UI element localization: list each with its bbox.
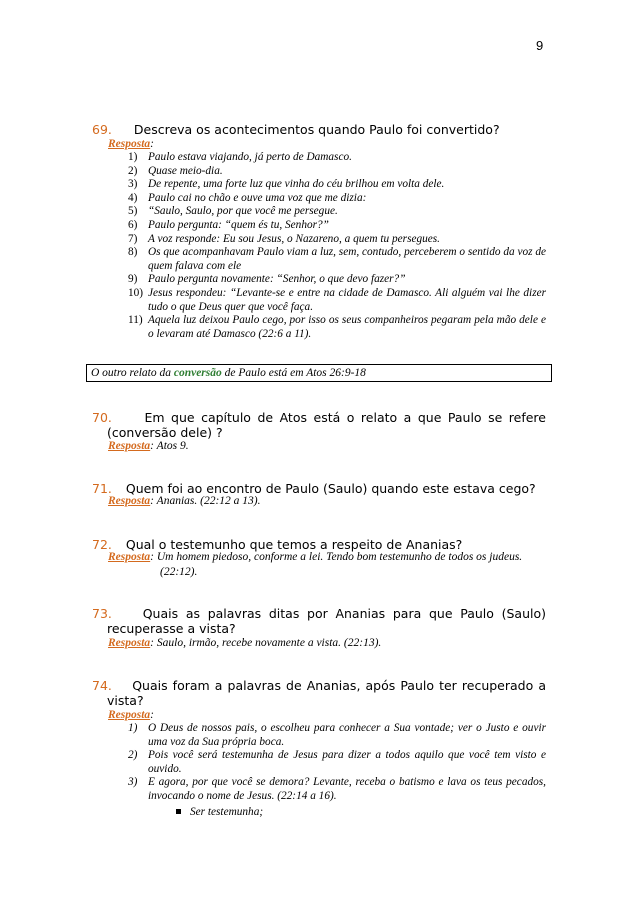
item-text: De repente, uma forte luz que vinha do céu brilhou em volta dele. — [148, 178, 445, 191]
list-item — [108, 205, 546, 219]
item-number: 5) — [128, 205, 138, 218]
list-item — [108, 219, 546, 233]
answer-73: Resposta: Saulo, irmão, recebe novamente a vista. (22:13). — [108, 637, 382, 649]
item-number: 3) — [128, 776, 138, 789]
answer-71: Resposta: Ananias. (22:12 a 13). — [108, 495, 261, 507]
item-number: 1) — [128, 151, 138, 163]
item-text: O Deus de nossos pais, o escolheu para conhecer a Sua vontade; ver o Justo e ouvir uma voz da Sua própria boca. — [148, 722, 546, 748]
list-item — [108, 246, 546, 273]
item-text: Paulo estava viajando, já perto de Damasco. — [148, 151, 352, 163]
list-item — [108, 233, 546, 247]
list-item — [108, 165, 546, 179]
item-text: Pois você será testemunha de Jesus para dizer a todos aquilo que você tem visto e ouvido. — [148, 749, 546, 775]
item-text: Jesus respondeu: “Levante-se e entre na cidade de Damasco. Ali alguém vai lhe dizer tudo o que Deus quer que você faça. — [148, 286, 546, 313]
item-number: 2) — [128, 749, 138, 762]
list-item — [108, 178, 546, 192]
list-item — [108, 151, 546, 165]
item-text: Aquela luz deixou Paulo cego, por isso os seus companheiros pegaram pela mão dele e o levaram até Damasco (22:6 a 11). — [148, 314, 546, 340]
answer-72: Resposta: Um homem piedoso, conforme a lei. Tendo bom testemunho de todos os judeus. — [108, 551, 523, 563]
list-item — [108, 287, 546, 314]
list-item — [108, 273, 546, 287]
answer-list-69 — [108, 151, 546, 341]
item-text: E agora, por que você se demora? Levante, receba o batismo e lava os teus pecados, invocando o nome de Jesus. (22:14 a 16). — [148, 776, 546, 802]
answer-label-74: Resposta: — [108, 709, 155, 721]
question-69 — [92, 122, 546, 137]
question-71: 71. Quem foi ao encontro de Paulo (Saulo) quando este estava cego? — [92, 481, 536, 496]
square-bullet-icon — [176, 809, 181, 814]
item-number: 8) — [128, 246, 138, 259]
item-number: 2) — [128, 164, 138, 177]
page-number: 9 — [536, 38, 544, 53]
list-item — [108, 314, 546, 341]
answer-label-69: Resposta: — [108, 138, 155, 150]
item-text: A voz responde: Eu sou Jesus, o Nazareno, a quem tu persegues. — [148, 232, 441, 245]
item-text: Quase meio-dia. — [148, 164, 223, 177]
bullet-item: Ser testemunha; — [176, 806, 263, 818]
item-number: 3) — [128, 178, 138, 191]
item-text: Os que acompanhavam Paulo viam a luz, sem, contudo, perceberem o sentido da voz de quem falava com ele — [148, 246, 546, 272]
note-box: O outro relato da conversão de Paulo está em Atos 26:9-18 — [86, 364, 552, 382]
answer-list-74 — [108, 722, 546, 804]
answer-70: Resposta: Atos 9. — [108, 440, 189, 452]
item-text: Paulo pergunta: “quem és tu, Senhor?” — [148, 218, 329, 231]
question-text: Descreva os acontecimentos quando Paulo foi convertido? — [133, 122, 500, 137]
question-number: 70. — [92, 410, 112, 425]
item-number: 1) — [128, 722, 138, 734]
list-item — [108, 749, 546, 776]
item-number: 10) — [128, 286, 144, 299]
list-item — [108, 722, 546, 749]
item-number: 7) — [128, 232, 138, 245]
list-item — [108, 192, 546, 206]
highlight-word: conversão — [173, 367, 222, 379]
question-number: 69. — [92, 122, 112, 137]
item-number: 9) — [128, 273, 138, 286]
question-74: 74. Quais foram a palavras de Ananias, após Paulo ter recuperado a vista? — [92, 678, 546, 708]
item-number: 4) — [128, 191, 138, 204]
item-text: “Saulo, Saulo, por que você me persegue. — [148, 205, 338, 218]
question-70: 70. Em que capítulo de Atos está o relato a que Paulo se refere (conversão dele) ? — [92, 410, 546, 440]
item-text: Paulo pergunta novamente: “Senhor, o que devo fazer?” — [148, 273, 406, 286]
item-text: Paulo cai no chão e ouve uma voz que me dizia: — [148, 191, 367, 204]
item-number: 11) — [128, 314, 143, 327]
answer-72-cont: (22:12). — [160, 566, 198, 578]
question-72: 72. Qual o testemunho que temos a respeito de Ananias? — [92, 537, 463, 552]
item-number: 6) — [128, 218, 138, 231]
list-item — [108, 776, 546, 803]
question-73: 73. Quais as palavras ditas por Ananias para que Paulo (Saulo) recuperasse a vista? — [92, 606, 546, 636]
